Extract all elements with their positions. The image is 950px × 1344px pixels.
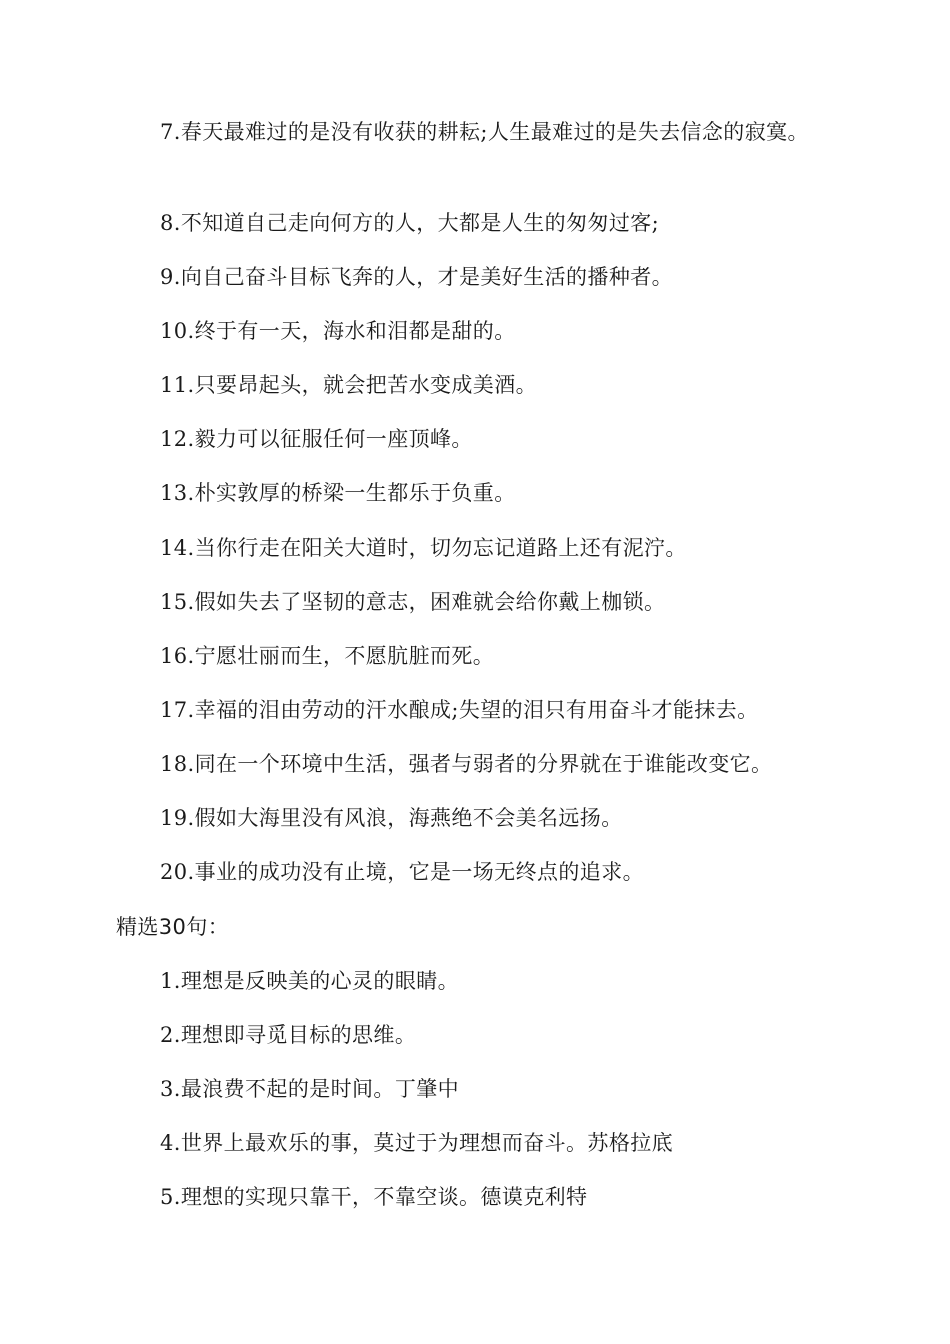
list-item: 9.向自己奋斗目标飞奔的人，才是美好生活的播种者。 <box>160 265 674 289</box>
list-item: 7.春天最难过的是没有收获的耕耘;人生最难过的是失去信念的寂寞。 <box>160 120 809 144</box>
list-item: 19.假如大海里没有风浪，海燕绝不会美名远扬。 <box>160 806 623 830</box>
list-item: 1.理想是反映美的心灵的眼睛。 <box>160 969 460 993</box>
list-item: 11.只要昂起头，就会把苦水变成美酒。 <box>160 373 537 397</box>
list-item: 13.朴实敦厚的桥梁一生都乐于负重。 <box>160 481 516 505</box>
list-item: 14.当你行走在阳关大道时，切勿忘记道路上还有泥泞。 <box>160 536 687 560</box>
list-item: 8.不知道自己走向何方的人，大都是人生的匆匆过客; <box>160 211 660 235</box>
list-item: 5.理想的实现只靠干，不靠空谈。德谟克利特 <box>160 1185 588 1209</box>
list-item: 15.假如失去了坚韧的意志，困难就会给你戴上枷锁。 <box>160 590 666 614</box>
list-item: 16.宁愿壮丽而生，不愿肮脏而死。 <box>160 644 495 668</box>
list-item: 12.毅力可以征服任何一座顶峰。 <box>160 427 473 451</box>
section-heading: 精选30句： <box>116 915 230 939</box>
list-item: 18.同在一个环境中生活，强者与弱者的分界就在于谁能改变它。 <box>160 752 773 776</box>
list-item: 4.世界上最欢乐的事，莫过于为理想而奋斗。苏格拉底 <box>160 1131 674 1155</box>
list-item: 3.最浪费不起的是时间。丁肇中 <box>160 1077 460 1101</box>
list-item: 17.幸福的泪由劳动的汗水酿成;失望的泪只有用奋斗才能抹去。 <box>160 698 759 722</box>
list-item: 20.事业的成功没有止境，它是一场无终点的追求。 <box>160 860 644 884</box>
list-item: 2.理想即寻觅目标的思维。 <box>160 1023 417 1047</box>
list-item: 10.终于有一天，海水和泪都是甜的。 <box>160 319 516 343</box>
